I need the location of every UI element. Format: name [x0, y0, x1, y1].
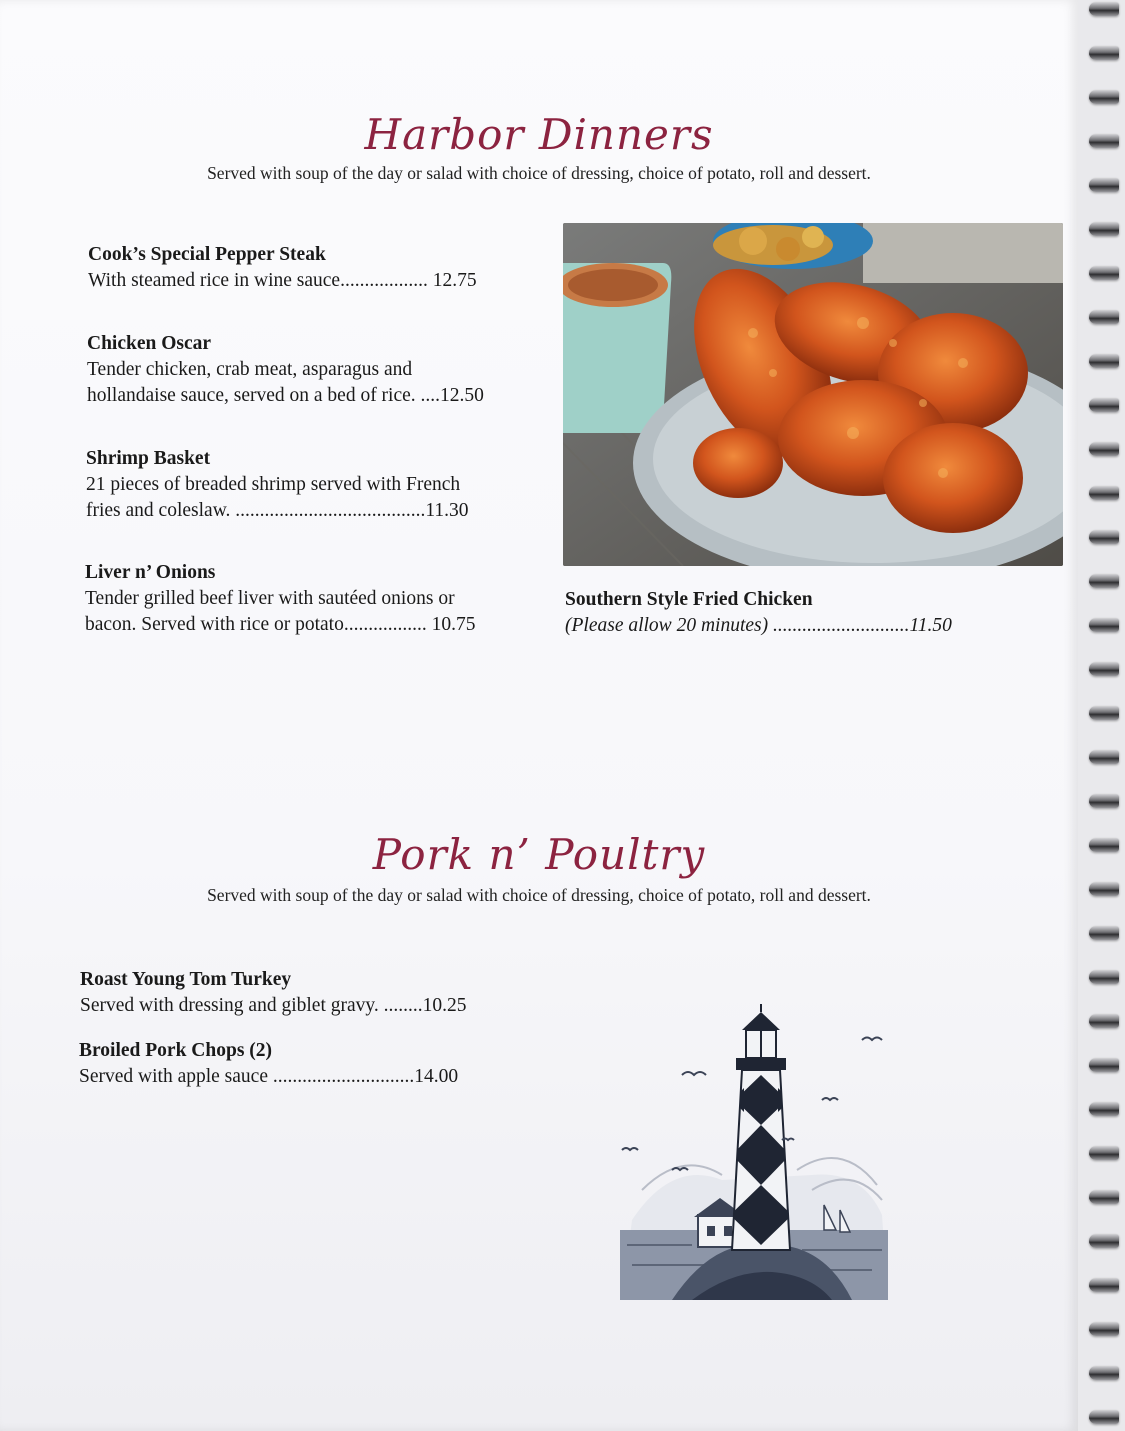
binding-ring — [1089, 486, 1119, 500]
item-description: Tender grilled beef liver with sautéed onions or — [85, 588, 455, 609]
item-description: Served with dressing and giblet gravy. ........10.25 — [80, 995, 467, 1016]
binding-ring — [1089, 398, 1119, 412]
binding-ring — [1089, 266, 1119, 280]
binding-ring — [1089, 662, 1119, 676]
item-name: Cook’s Special Pepper Steak — [88, 244, 326, 265]
binding-ring — [1089, 838, 1119, 852]
binding-ring — [1089, 750, 1119, 764]
binding-ring — [1089, 310, 1119, 324]
pork-poultry-title: Pork n’ Poultry — [372, 830, 706, 879]
binding-ring — [1089, 530, 1119, 544]
item-name: Broiled Pork Chops (2) — [79, 1040, 273, 1061]
menu-item-chicken-oscar — [87, 331, 484, 409]
featured-item-fried-chicken — [565, 587, 952, 639]
harbor-dinners-subtitle: Served with soup of the day or salad with choice of dressing, choice of potato, roll and dessert. — [207, 163, 871, 183]
binding-ring — [1089, 1278, 1119, 1292]
item-description: With steamed rice in wine sauce.................. 12.75 — [88, 270, 477, 291]
binding-ring — [1089, 1014, 1119, 1028]
binding-ring — [1089, 222, 1119, 236]
binding-ring — [1089, 1234, 1119, 1248]
item-description: bacon. Served with rice or potato................. 10.75 — [85, 614, 476, 635]
binding-ring — [1089, 46, 1119, 60]
binding-ring — [1089, 442, 1119, 456]
binding-ring — [1089, 1102, 1119, 1116]
item-description: Tender chicken, crab meat, asparagus and — [87, 359, 413, 380]
binding-ring — [1089, 1190, 1119, 1204]
spiral-binding — [1078, 0, 1125, 1431]
binding-ring — [1089, 354, 1119, 368]
item-name: Southern Style Fried Chicken — [565, 589, 813, 610]
binding-ring — [1089, 1058, 1119, 1072]
menu-item-roast-turkey — [80, 967, 467, 1019]
binding-ring — [1089, 970, 1119, 984]
item-name: Roast Young Tom Turkey — [80, 969, 292, 990]
binding-ring — [1089, 1366, 1119, 1380]
binding-ring — [1089, 926, 1119, 940]
binding-ring — [1089, 794, 1119, 808]
menu-item-pork-chops — [79, 1038, 458, 1090]
item-description: 21 pieces of breaded shrimp served with French — [86, 474, 461, 495]
item-name: Chicken Oscar — [87, 333, 212, 354]
menu-item-pepper-steak — [88, 242, 477, 294]
harbor-dinners-title: Harbor Dinners — [364, 110, 714, 159]
binding-ring — [1089, 706, 1119, 720]
binding-ring — [1089, 618, 1119, 632]
item-name: Shrimp Basket — [86, 448, 211, 469]
item-description: hollandaise sauce, served on a bed of rice. ....12.50 — [87, 385, 484, 406]
fried-chicken-photo — [563, 223, 1063, 566]
item-description: Served with apple sauce .............................14.00 — [79, 1066, 459, 1087]
binding-ring — [1089, 882, 1119, 896]
binding-ring — [1089, 90, 1119, 104]
binding-ring — [1089, 1410, 1119, 1424]
item-note: (Please allow 20 minutes) ............................11.50 — [565, 615, 952, 636]
item-description: fries and coleslaw. .......................................11.30 — [86, 500, 469, 521]
binding-ring — [1089, 1146, 1119, 1160]
binding-ring — [1089, 178, 1119, 192]
menu-item-shrimp-basket — [86, 446, 469, 524]
binding-ring — [1089, 1322, 1119, 1336]
binding-ring — [1089, 134, 1119, 148]
binding-ring — [1089, 574, 1119, 588]
pork-poultry-subtitle: Served with soup of the day or salad with choice of dressing, choice of potato, roll and dessert. — [207, 885, 871, 905]
menu-item-liver-onions — [85, 560, 475, 638]
item-name: Liver n’ Onions — [85, 562, 216, 583]
lighthouse-illustration — [612, 1000, 896, 1340]
binding-ring — [1089, 2, 1119, 16]
